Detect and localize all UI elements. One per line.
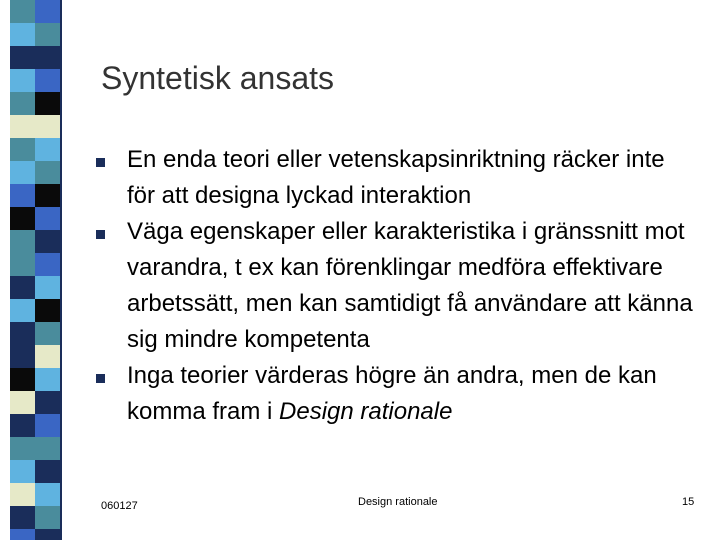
- stripe-block: [10, 253, 35, 276]
- stripe-block: [35, 0, 60, 23]
- stripe-block: [35, 253, 60, 276]
- square-bullet-icon: [96, 158, 105, 167]
- bullet-list: [96, 142, 696, 430]
- stripe-block: [35, 345, 60, 368]
- bullet-item: [96, 142, 696, 214]
- stripe-block: [10, 414, 35, 437]
- slide-title: Syntetisk ansats: [101, 60, 334, 96]
- stripe-block: [35, 138, 60, 161]
- stripe-block: [10, 207, 35, 230]
- stripe-block: [10, 391, 35, 414]
- stripe-block: [10, 69, 35, 92]
- stripe-block: [35, 69, 60, 92]
- stripe-block: [35, 414, 60, 437]
- stripe-block: [35, 437, 60, 460]
- stripe-block: [10, 115, 35, 138]
- stripe-block: [35, 506, 60, 529]
- square-bullet-icon: [96, 230, 105, 239]
- stripe-block: [35, 23, 60, 46]
- stripe-block: [10, 23, 35, 46]
- stripe-block: [35, 299, 60, 322]
- stripe-block: [35, 92, 60, 115]
- stripe-block: [10, 92, 35, 115]
- stripe-block: [35, 460, 60, 483]
- bullet-item: [96, 358, 696, 430]
- stripe-block: [35, 207, 60, 230]
- stripe-block: [35, 322, 60, 345]
- stripe-block: [35, 161, 60, 184]
- stripe-block: [10, 506, 35, 529]
- stripe-block: [35, 184, 60, 207]
- stripe-block: [35, 230, 60, 253]
- square-bullet-icon: [96, 374, 105, 383]
- stripe-block: [10, 368, 35, 391]
- bullet-item: [96, 214, 696, 358]
- stripe-block: [10, 46, 35, 69]
- stripe-block: [35, 115, 60, 138]
- stripe-block: [10, 184, 35, 207]
- stripe-block: [35, 391, 60, 414]
- bullet-text: Inga teorier värderas högre än andra, men de kan komma fram i: [127, 362, 657, 425]
- stripe-block: [10, 230, 35, 253]
- stripe-block: [10, 299, 35, 322]
- stripe-block: [10, 161, 35, 184]
- stripe-block: [10, 483, 35, 506]
- stripe-block: [35, 529, 60, 540]
- stripe-block: [10, 529, 35, 540]
- footer-center-text: Design rationale: [358, 496, 438, 508]
- stripe-block: [35, 276, 60, 299]
- stripe-block: [10, 322, 35, 345]
- divider-line: [60, 0, 62, 540]
- stripe-block: [10, 437, 35, 460]
- stripe-block: [35, 46, 60, 69]
- stripe-block: [10, 0, 35, 23]
- stripe-block: [10, 276, 35, 299]
- stripe-block: [35, 368, 60, 391]
- stripe-block: [10, 345, 35, 368]
- stripe-block: [35, 483, 60, 506]
- footer-date: 060127: [101, 500, 138, 512]
- bullet-text: En enda teori eller vetenskapsinriktning räcker inte för att designa lyckad interaktion: [127, 146, 665, 209]
- stripe-block: [10, 138, 35, 161]
- footer-page-number: 15: [682, 496, 695, 508]
- stripe-block: [10, 460, 35, 483]
- bullet-text: Väga egenskaper eller karakteristika i gränssnitt mot varandra, t ex kan förenklingar medföra effektivare arbetssätt, men kan samtidigt få användare att känna sig mindre kompetenta: [127, 218, 693, 353]
- bullet-emphasis: Design rationale: [279, 398, 453, 425]
